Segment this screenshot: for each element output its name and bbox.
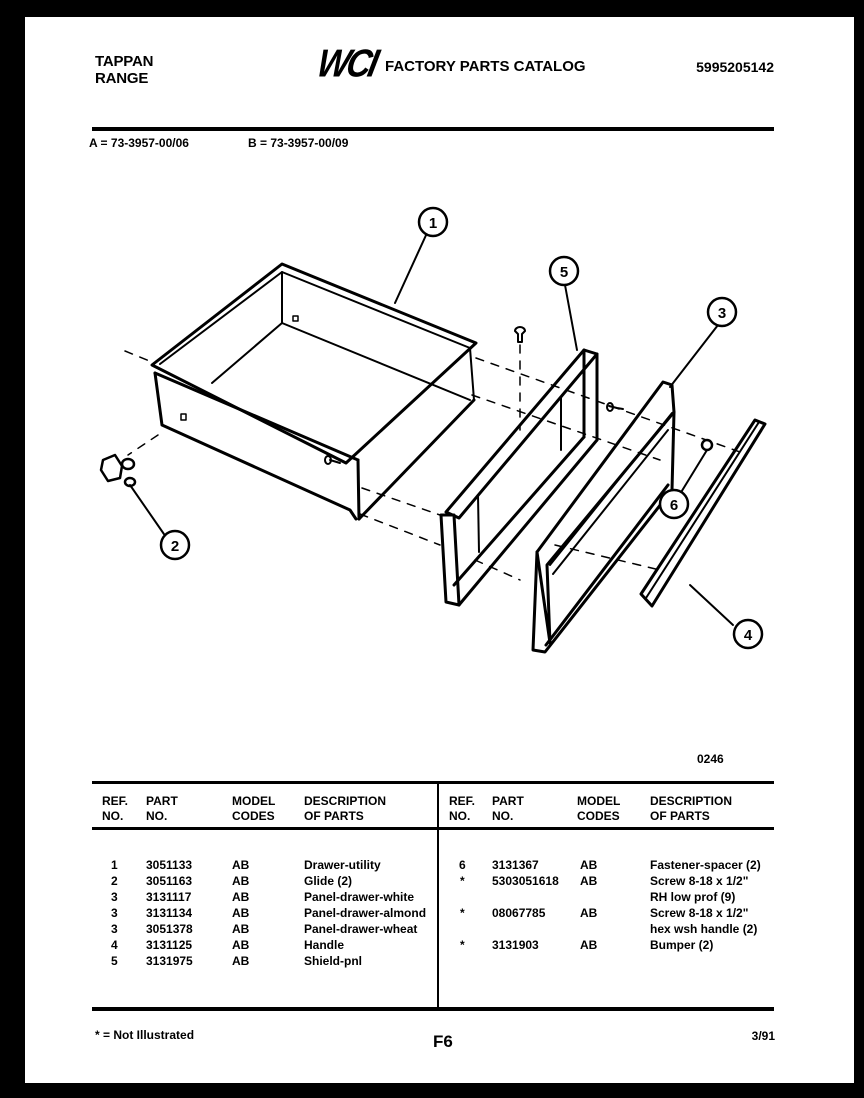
- wci-logo: WCI: [313, 42, 380, 86]
- model-code: AB: [232, 922, 250, 936]
- part-description: Glide (2): [304, 874, 353, 888]
- part-description: Screw 8-18 x 1/2": [650, 906, 749, 920]
- table-row: 2: [111, 874, 118, 888]
- header-description-right: DESCRIPTION OF PARTS: [650, 794, 733, 823]
- table-row: 3: [111, 906, 118, 920]
- part-description: Drawer-utility: [304, 858, 381, 872]
- table-row: 3: [111, 890, 118, 904]
- catalog-title: FACTORY PARTS CATALOG: [385, 58, 586, 75]
- table-row: 6: [459, 858, 466, 872]
- part-description: Bumper (2): [650, 938, 714, 952]
- part-number: 3131903: [492, 938, 539, 952]
- model-code: AB: [580, 858, 598, 872]
- callout-label-5: 5: [559, 264, 569, 281]
- part-number: 3131975: [146, 954, 193, 968]
- revision-date: 3/91: [751, 1029, 775, 1043]
- model-code: AB: [580, 938, 598, 952]
- callout-label-6: 6: [669, 497, 679, 514]
- glide-part: [101, 455, 135, 486]
- model-code: AB: [580, 874, 598, 888]
- part-number: 3131367: [492, 858, 539, 872]
- part-description-cont: RH low prof (9): [650, 890, 736, 904]
- table-row: 4: [111, 938, 118, 952]
- part-description: Panel-drawer-wheat: [304, 922, 418, 936]
- exploded-drawer-diagram: [25, 17, 854, 777]
- callout-label-4: 4: [743, 627, 753, 644]
- part-number: 3131125: [146, 938, 193, 952]
- fastener-spacer-part: [702, 440, 712, 450]
- part-description: Handle: [304, 938, 345, 952]
- part-number: 3051163: [146, 874, 193, 888]
- parts-table: [92, 781, 774, 1011]
- table-row: 3: [111, 922, 118, 936]
- model-code: AB: [232, 874, 250, 888]
- header-ref-no-right: REF. NO.: [449, 794, 476, 823]
- table-column-divider: [437, 781, 439, 1011]
- header-part-no: PART NO.: [146, 794, 178, 823]
- header-model-codes-right: MODEL CODES: [577, 794, 621, 823]
- catalog-page: [25, 17, 854, 1083]
- part-description-cont: hex wsh handle (2): [650, 922, 758, 936]
- model-code: AB: [232, 906, 250, 920]
- shield-panel-part: [441, 350, 597, 605]
- callout-label-3: 3: [717, 305, 727, 322]
- drawer-panel-part: [533, 382, 674, 652]
- page-number: F6: [433, 1032, 453, 1051]
- part-number: 3131117: [146, 890, 192, 904]
- product-type: RANGE: [95, 70, 149, 87]
- table-bottom-rule: [92, 1007, 774, 1011]
- part-number: 3131134: [146, 906, 193, 920]
- figure-code: 0246: [697, 752, 724, 766]
- model-code: AB: [232, 938, 250, 952]
- header-description: DESCRIPTION OF PARTS: [304, 794, 387, 823]
- drawer-utility-part: [152, 264, 476, 519]
- model-code: AB: [232, 858, 250, 872]
- model-code: AB: [232, 954, 250, 968]
- table-row: 5: [111, 954, 118, 968]
- brand-name: TAPPAN: [95, 53, 154, 70]
- part-description: Shield-pnl: [304, 954, 362, 968]
- table-row: *: [460, 938, 465, 952]
- part-number: 3051378: [146, 922, 193, 936]
- part-number: 5303051618: [492, 874, 559, 888]
- not-illustrated-note: * = Not Illustrated: [95, 1028, 195, 1042]
- callout-label-1: 1: [428, 215, 438, 232]
- part-description: Screw 8-18 x 1/2": [650, 874, 749, 888]
- part-description: Panel-drawer-almond: [304, 906, 427, 920]
- header-ref-no: REF. NO.: [102, 794, 129, 823]
- part-number: 3051133: [146, 858, 193, 872]
- header-part-no-right: PART NO.: [492, 794, 524, 823]
- table-row: *: [460, 874, 465, 888]
- callout-label-2: 2: [170, 538, 180, 555]
- table-row: 1: [111, 858, 118, 872]
- model-b: B = 73-3957-00/09: [248, 136, 349, 150]
- part-description: Fastener-spacer (2): [650, 858, 761, 872]
- table-row: *: [460, 906, 465, 920]
- part-description: Panel-drawer-white: [304, 890, 415, 904]
- table-header-rule: [92, 827, 774, 830]
- catalog-number: 5995205142: [696, 59, 774, 75]
- model-code: AB: [580, 906, 598, 920]
- model-code: AB: [232, 890, 250, 904]
- header-model-codes: MODEL CODES: [232, 794, 276, 823]
- model-a: A = 73-3957-00/06: [89, 136, 189, 150]
- part-number: 08067785: [492, 906, 546, 920]
- table-top-rule: [92, 781, 774, 784]
